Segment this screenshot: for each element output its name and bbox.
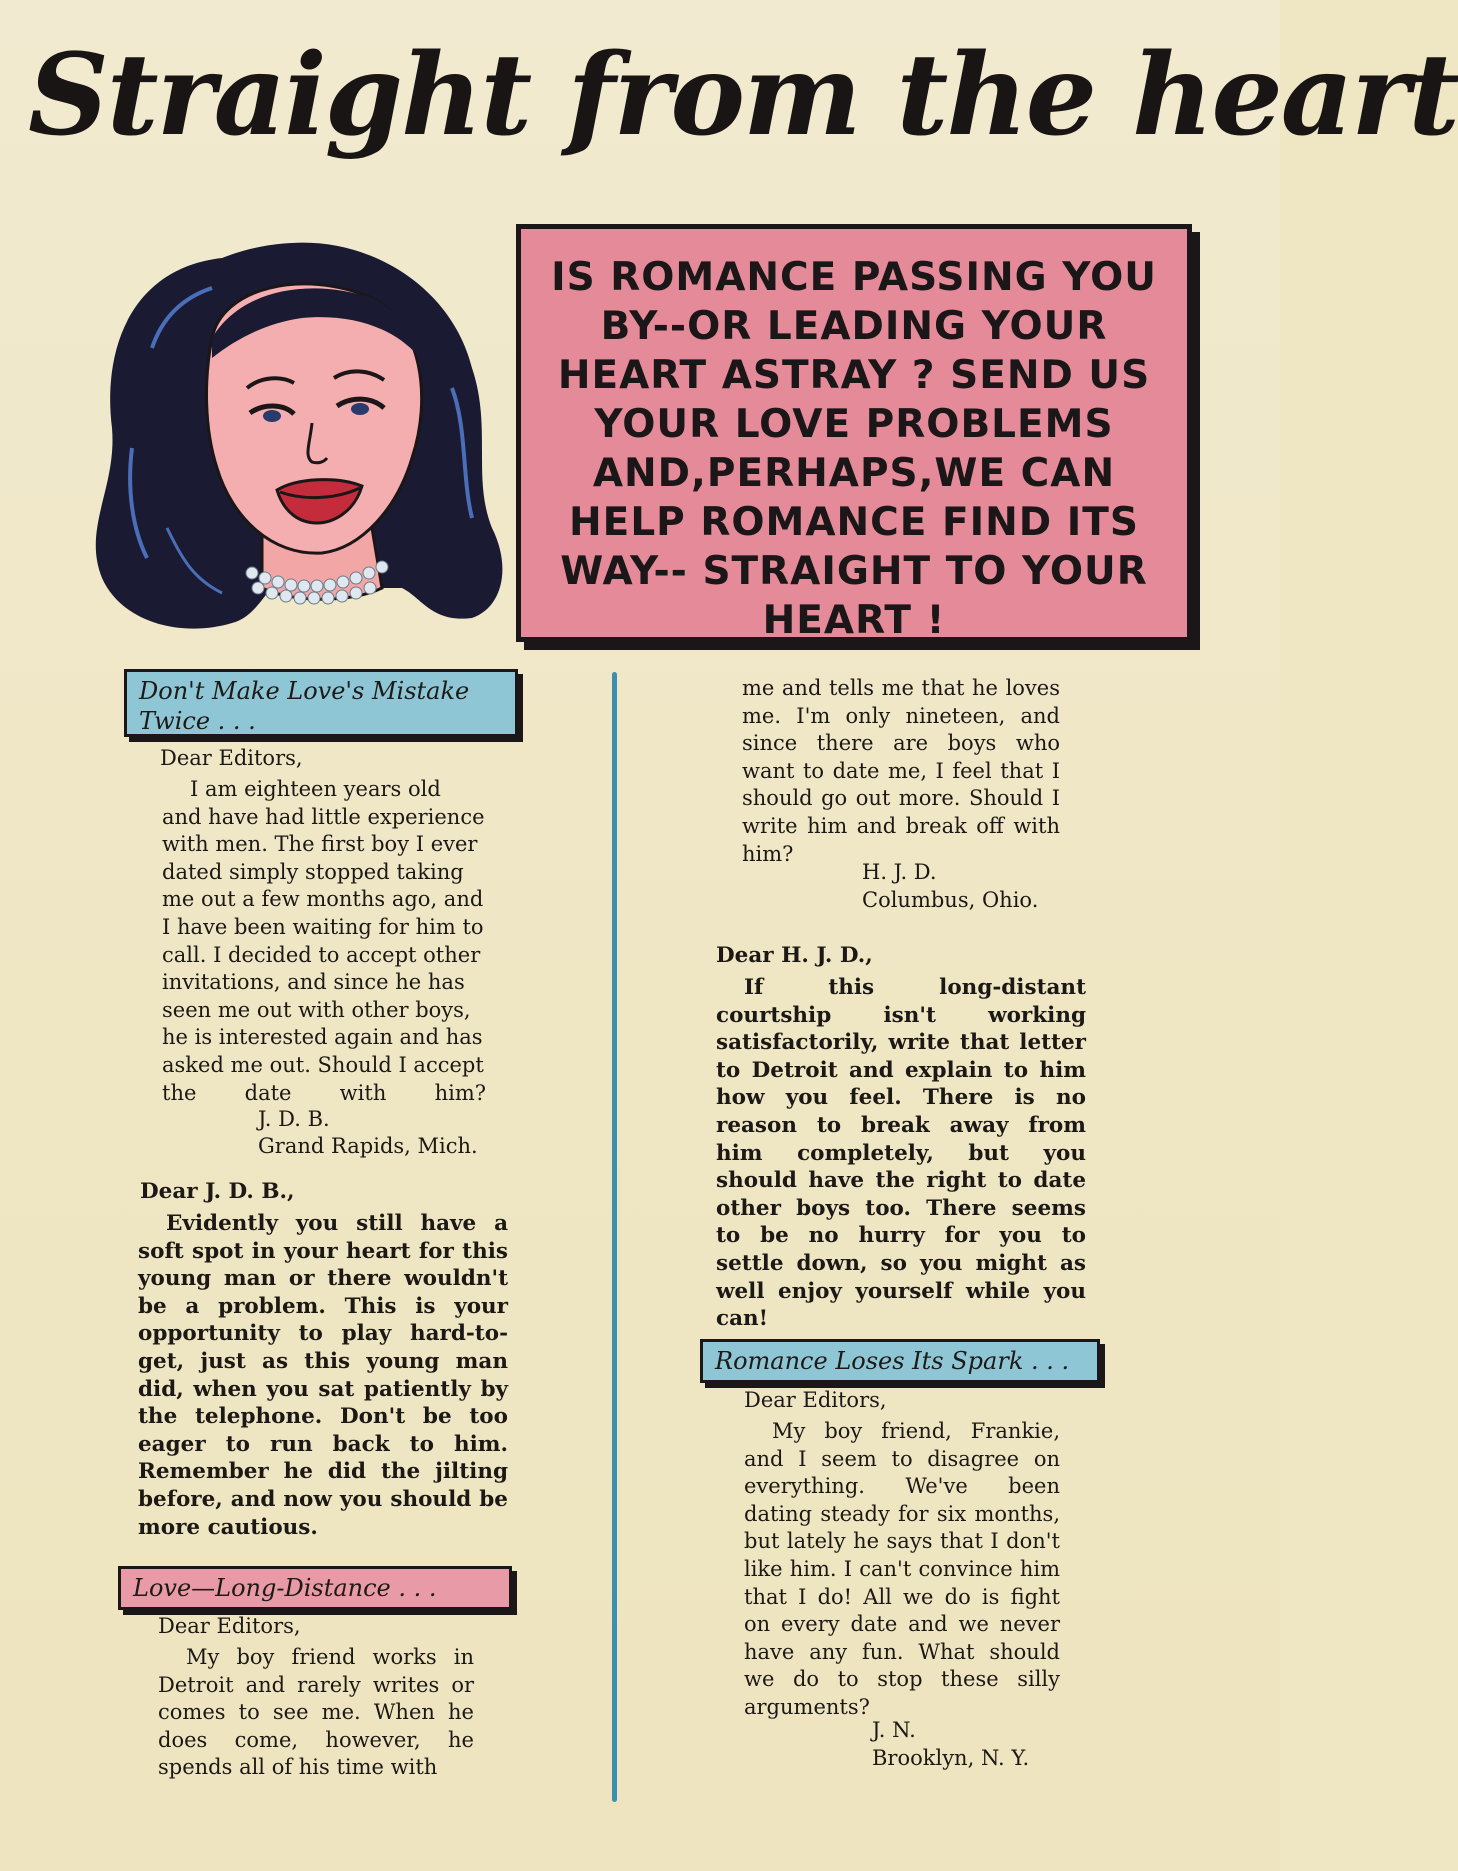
letter2-heading: Love—Long-Distance . . . <box>118 1566 512 1610</box>
letter1-city: Grand Rapids, Mich. <box>258 1134 478 1158</box>
letter3-body: My boy friend, Frankie, and I seem to disagree on everything. We've been dating steady for six months, but lately he says that I don't like him. I can't convince him that I do! All we do is fight on every date and we never have any fun. What should we do to stop these silly arguments? <box>744 1419 1060 1719</box>
promo-box <box>516 224 1192 642</box>
letter1-salutation: Dear Editors, <box>160 746 303 770</box>
letter2-body-part2: me and tells me that he loves me. I'm only nineteen, and since there are boys who want to date me, I feel that I should go out more. Should I write him and break off with him? <box>742 676 1060 866</box>
letter1-reply: Evidently you still have a soft spot in your heart for this young man or there wouldn't be a problem. This is your opportunity to play hard-to-get, just as this young man did, when you sat patiently by the telephone. Don't be too eager to run back to him. Remember he did the jilting before, and now you should be more cautious. <box>138 1211 508 1540</box>
letter2-initials: H. J. D. <box>862 860 937 884</box>
letter1-body <box>162 776 486 1107</box>
column-divider <box>612 672 617 1802</box>
letter1-heading: Don't Make Love's Mistake Twice . . . <box>124 669 518 737</box>
promo-text: IS ROMANCE PASSING YOU BY--OR LEADING YOUR HEART ASTRAY ? SEND US YOUR LOVE PROBLEMS AND,PERHAPS,WE CAN HELP ROMANCE FIND ITS WAY-- STRAIGHT TO YOUR HEART ! <box>551 255 1157 643</box>
letter2-reply: If this long-distant courtship isn't working satisfactorily, write that letter to Detroit and explain to him how you feel. There is no reason to break away from him completely, but you should have the right to date other boys too. There seems to be no hurry for you to settle down, so you might as well enjoy yourself while you can! <box>716 975 1086 1332</box>
letter3-salutation: Dear Editors, <box>744 1388 887 1412</box>
letter3-heading: Romance Loses Its Spark . . . <box>700 1339 1100 1383</box>
letter1-initials: J. D. B. <box>258 1107 330 1131</box>
letter1-reply-salutation: Dear J. D. B., <box>140 1179 295 1204</box>
page-title: Straight from the heart <box>28 30 1458 161</box>
letter2-salutation: Dear Editors, <box>158 1614 301 1638</box>
letter3-city: Brooklyn, N. Y. <box>872 1746 1030 1770</box>
letter1-body-text: I am eighteen years old and have had little experience with men. The first boy I ever dated simply stopped taking me out a few months ago, and I have been waiting for him to call. I decided to accept other invitations, and since he has seen me out with other boys, he is interested again and has asked me out. Should I accept the date with him? <box>162 777 486 1105</box>
letter2-city: Columbus, Ohio. <box>862 888 1039 912</box>
letter3-initials: J. N. <box>872 1718 916 1742</box>
letter2-body-part1: My boy friend works in Detroit and rarely writes or comes to see me. When he does come, however, he spends all of his time with <box>158 1645 474 1780</box>
letter2-reply-salutation: Dear H. J. D., <box>716 943 873 968</box>
woman-portrait-illustration <box>72 228 512 648</box>
